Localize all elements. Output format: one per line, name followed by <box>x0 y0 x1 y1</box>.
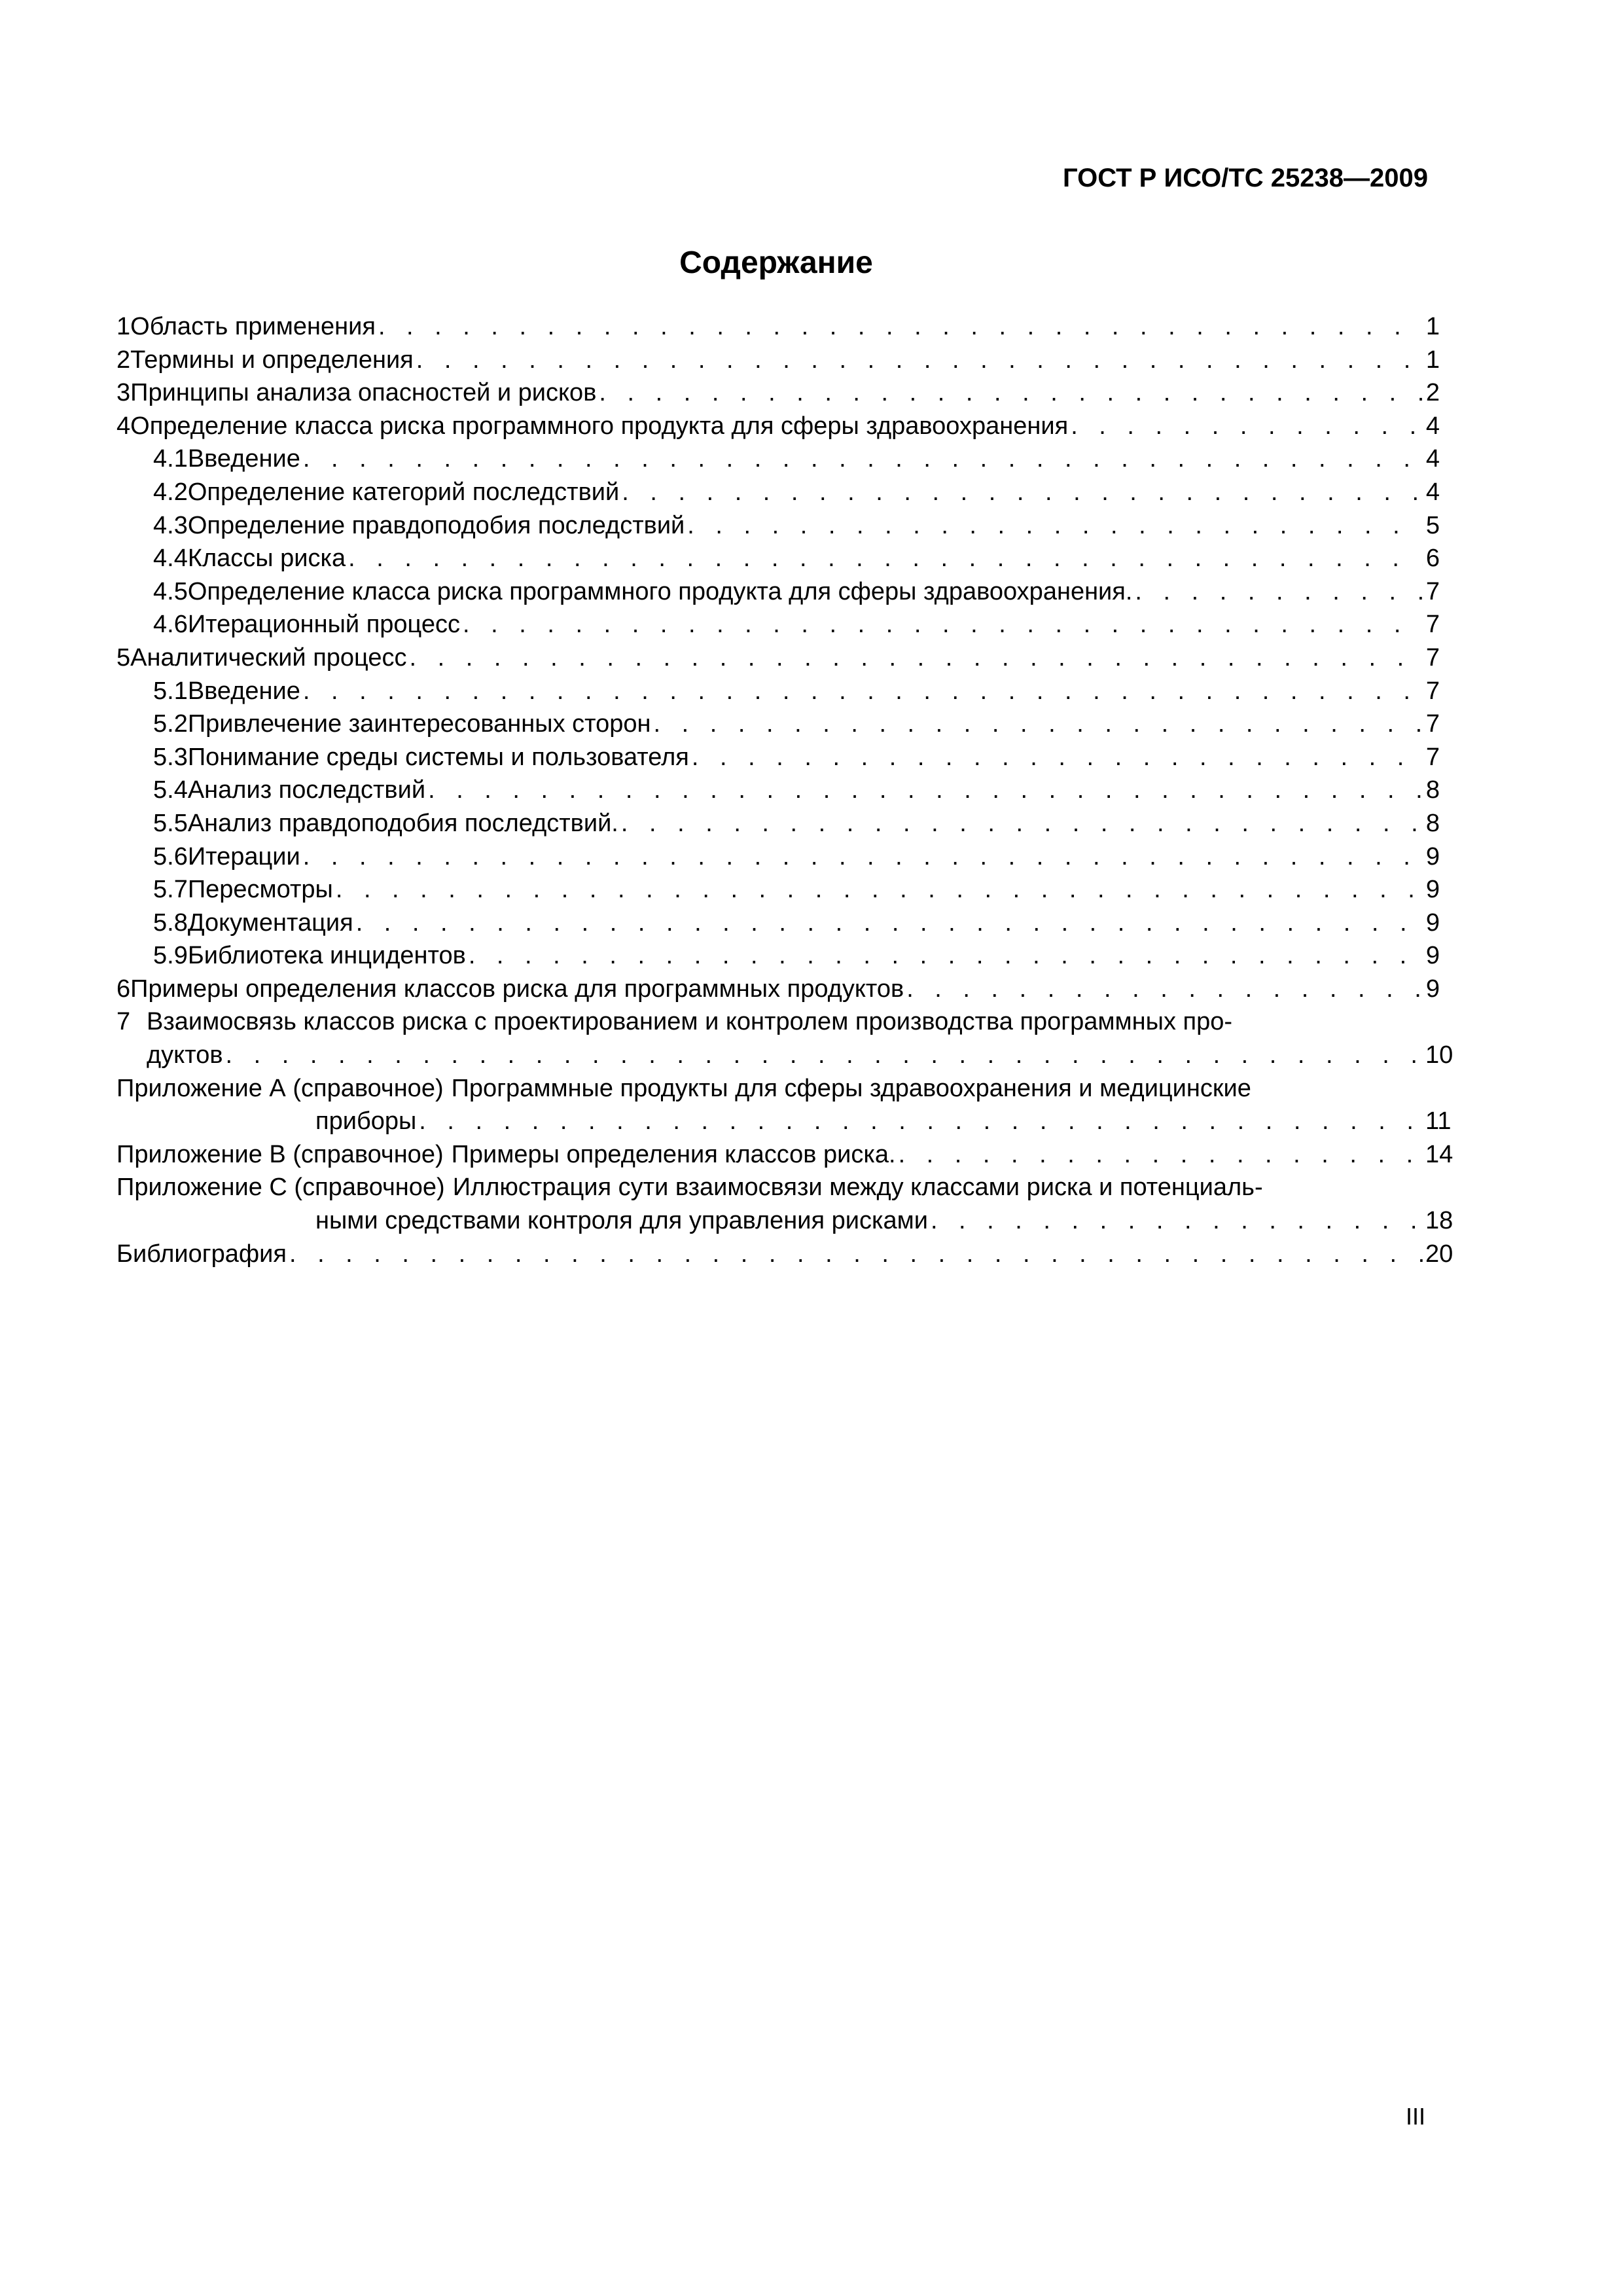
toc-entry-4[interactable] <box>116 410 1440 443</box>
toc-entry-title: Библиотека инцидентов <box>187 942 466 970</box>
toc-entry-title: Область применения <box>130 313 376 340</box>
toc-entry-4-3[interactable] <box>116 509 1440 543</box>
toc-entry-number: 5.3 <box>153 743 188 771</box>
toc-entry-title: Итерации <box>187 842 300 870</box>
leader-dots <box>303 840 1423 874</box>
toc-entry-page: 10 <box>1425 1041 1454 1069</box>
toc-entry-title: Анализ правдоподобия последствий. <box>187 809 618 837</box>
toc-entry-title: Определение класса риска программного продукта для сферы здравоохранения <box>130 412 1069 440</box>
toc-entry-number: 4.6 <box>153 611 188 639</box>
toc-entry-page: 11 <box>1425 1107 1452 1136</box>
leader-dots <box>1071 410 1423 443</box>
appendix-label: Приложение В (справочное) <box>116 1140 444 1168</box>
toc-entry-4-6[interactable] <box>116 608 1440 641</box>
leader-dots <box>469 939 1423 973</box>
toc-entry-title: Примеры определения классов риска. <box>451 1140 896 1168</box>
leader-dots <box>419 1105 1423 1138</box>
leader-dots <box>621 807 1423 840</box>
toc-entry-title: Определение класса риска программного продукта для сферы здравоохранения. <box>187 577 1133 605</box>
toc-entry-page: 9 <box>1425 876 1440 904</box>
toc-entry-title: Определение категорий последствий <box>187 478 620 506</box>
toc-entry-title: Классы риска <box>187 545 346 573</box>
toc-entry-appendix-b[interactable] <box>116 1138 1454 1172</box>
toc-entry-number: 3 <box>116 379 131 407</box>
toc-entry-title: Библиография <box>116 1240 287 1268</box>
toc-entry-page: 7 <box>1425 643 1440 672</box>
toc-entry-page: 7 <box>1425 611 1440 639</box>
toc-entry-page: 9 <box>1425 842 1440 870</box>
toc-entry-title: Принципы анализа опасностей и рисков <box>130 379 597 407</box>
toc-entry-page: 18 <box>1425 1207 1454 1235</box>
toc-entry-page: 20 <box>1425 1240 1454 1268</box>
toc-entry-page: 1 <box>1425 346 1440 374</box>
toc-entry-number: 5 <box>116 643 131 672</box>
toc-entry-title-continued: ными средствами контроля для управления рисками <box>315 1207 928 1235</box>
toc-entry-title: Программные продукты для сферы здравоохранения и медицинские <box>451 1074 1251 1102</box>
toc-entry-number: 5.9 <box>153 942 188 970</box>
toc-entry-title-continued: дуктов <box>147 1041 223 1069</box>
toc-entry-appendix-c[interactable] <box>116 1171 1454 1237</box>
toc-entry-bibliography[interactable] <box>116 1238 1454 1271</box>
toc-entry-page: 9 <box>1425 908 1440 937</box>
toc-entry-title: Понимание среды системы и пользователя <box>187 743 689 771</box>
toc-entry-5-5[interactable] <box>116 807 1440 840</box>
page-number: III <box>1405 2103 1425 2130</box>
leader-dots <box>303 442 1423 476</box>
toc-entry-title: Определение правдоподобия последствий <box>187 511 685 539</box>
toc-entry-page: 14 <box>1425 1140 1454 1168</box>
toc-entry-5-8[interactable] <box>116 906 1440 940</box>
leader-dots <box>303 675 1423 708</box>
leader-dots <box>622 476 1423 509</box>
toc-entry-page: 7 <box>1425 677 1440 705</box>
leader-dots <box>356 906 1423 940</box>
toc-entry-4-1[interactable] <box>116 442 1440 476</box>
leader-dots <box>687 509 1423 543</box>
leader-dots <box>899 1138 1423 1172</box>
toc-entry-5-6[interactable] <box>116 840 1440 874</box>
toc-entry-number: 5.1 <box>153 677 188 705</box>
toc-entry-page: 4 <box>1425 445 1440 473</box>
toc-entry-5-3[interactable] <box>116 741 1440 774</box>
toc-entry-number: 6 <box>116 975 131 1003</box>
toc-entry-page: 1 <box>1425 313 1440 340</box>
toc-entry-number: 5.4 <box>153 776 188 804</box>
toc-entry-4-5[interactable] <box>116 575 1440 609</box>
leader-dots <box>416 344 1423 377</box>
table-of-contents <box>116 310 1454 1270</box>
toc-entry-5-4[interactable] <box>116 774 1440 807</box>
leader-dots <box>289 1238 1423 1271</box>
toc-entry-title: Анализ последствий <box>187 776 426 804</box>
leader-dots <box>463 608 1423 641</box>
toc-entry-5[interactable] <box>116 641 1440 675</box>
toc-entry-4-2[interactable] <box>116 476 1440 509</box>
toc-entry-2[interactable] <box>116 344 1440 377</box>
toc-heading: Содержание <box>679 245 873 280</box>
leader-dots <box>428 774 1423 807</box>
toc-entry-title: Привлечение заинтересованных сторон <box>187 710 651 738</box>
toc-entry-3[interactable] <box>116 376 1440 410</box>
toc-entry-title: Пересмотры <box>187 876 333 904</box>
toc-entry-title-continued: приборы <box>315 1107 417 1136</box>
toc-entry-number: 5.5 <box>153 809 188 837</box>
toc-entry-1[interactable] <box>116 310 1440 344</box>
appendix-label: Приложение С (справочное) <box>116 1174 445 1202</box>
toc-entry-page: 8 <box>1425 776 1440 804</box>
toc-entry-number: 5.8 <box>153 908 188 937</box>
toc-entry-title: Термины и определения <box>130 346 414 374</box>
appendix-label: Приложение А (справочное) <box>116 1074 444 1102</box>
toc-entry-page: 7 <box>1425 710 1440 738</box>
toc-entry-title: Взаимосвязь классов риска с проектированием и контролем производства программных про- <box>147 1008 1233 1036</box>
toc-entry-number: 4.2 <box>153 478 188 506</box>
leader-dots <box>378 310 1423 344</box>
document-code-header: ГОСТ Р ИСО/ТС 25238—2009 <box>1062 164 1428 192</box>
toc-entry-5-7[interactable] <box>116 873 1440 906</box>
leader-dots <box>348 542 1423 575</box>
toc-entry-6[interactable] <box>116 973 1440 1006</box>
leader-dots <box>654 708 1423 741</box>
toc-entry-5-2[interactable] <box>116 708 1440 741</box>
toc-entry-title: Введение <box>187 677 300 705</box>
toc-entry-page: 9 <box>1425 942 1440 970</box>
toc-entry-number: 5.7 <box>153 876 188 904</box>
toc-entry-5-1[interactable] <box>116 675 1440 708</box>
toc-entry-title: Введение <box>187 445 300 473</box>
toc-entry-7[interactable] <box>116 1005 1454 1071</box>
toc-entry-title: Примеры определения классов риска для программных продуктов <box>130 975 904 1003</box>
toc-entry-number: 4.5 <box>153 577 188 605</box>
leader-dots <box>410 641 1423 675</box>
toc-entry-page: 5 <box>1425 511 1440 539</box>
toc-entry-number: 5.6 <box>153 842 188 870</box>
toc-entry-number: 4.1 <box>153 445 188 473</box>
toc-entry-5-9[interactable] <box>116 939 1440 973</box>
toc-entry-page: 2 <box>1425 379 1440 407</box>
toc-entry-title: Аналитический процесс <box>130 643 407 672</box>
toc-entry-page: 7 <box>1425 743 1440 771</box>
leader-dots <box>226 1039 1423 1072</box>
toc-entry-number: 4.4 <box>153 545 188 573</box>
toc-entry-title: Иллюстрация сути взаимосвязи между классами риска и потенциаль- <box>452 1174 1263 1202</box>
leader-dots <box>599 376 1423 410</box>
leader-dots <box>336 873 1423 906</box>
toc-entry-number: 4 <box>116 412 131 440</box>
leader-dots <box>906 973 1423 1006</box>
toc-entry-appendix-a[interactable] <box>116 1072 1452 1138</box>
toc-entry-number: 5.2 <box>153 710 188 738</box>
leader-dots <box>1135 575 1423 609</box>
toc-entry-number: 1 <box>116 313 131 340</box>
toc-entry-page: 9 <box>1425 975 1440 1003</box>
toc-entry-number: 2 <box>116 346 131 374</box>
leader-dots <box>931 1204 1423 1238</box>
toc-entry-number: 7 <box>116 1008 131 1036</box>
toc-entry-page: 6 <box>1425 545 1440 573</box>
toc-entry-page: 7 <box>1425 577 1440 605</box>
toc-entry-title: Документация <box>187 908 353 937</box>
toc-entry-page: 4 <box>1425 478 1440 506</box>
toc-entry-title: Итерационный процесс <box>187 611 461 639</box>
leader-dots <box>692 741 1423 774</box>
toc-entry-number: 4.3 <box>153 511 188 539</box>
toc-entry-page: 4 <box>1425 412 1440 440</box>
toc-entry-4-4[interactable] <box>116 542 1440 575</box>
toc-entry-page: 8 <box>1425 809 1440 837</box>
